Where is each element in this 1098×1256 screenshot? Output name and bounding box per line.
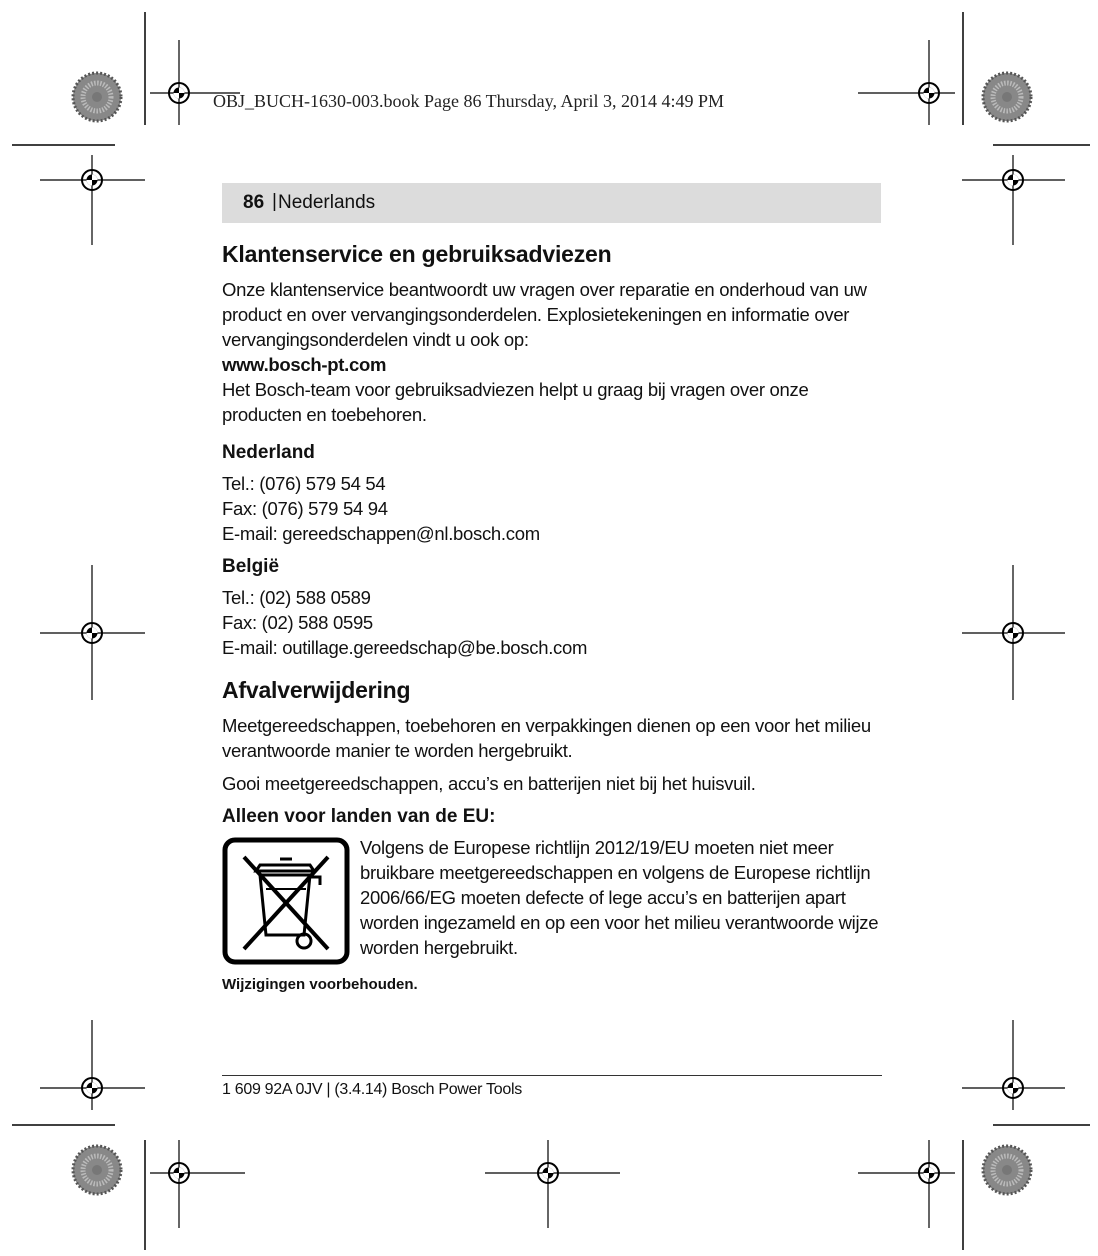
belgium-email[interactable]: E-mail: outillage.gereedschap@be.bosch.com: [222, 637, 588, 658]
footer-text: 1 609 92A 0JV | (3.4.14) Bosch Power Tools: [222, 1081, 522, 1098]
belgium-tel: Tel.: (02) 588 0589: [222, 587, 371, 608]
color-target-icon: [73, 73, 121, 121]
changes-reserved-note: Wijzigingen voorbehouden.: [222, 976, 418, 993]
color-target-icon: [983, 1146, 1031, 1194]
netherlands-tel: Tel.: (076) 579 54 54: [222, 473, 386, 494]
header-language: Nederlands: [278, 192, 376, 213]
website-link[interactable]: www.bosch-pt.com: [222, 354, 387, 375]
color-target-icon: [73, 1146, 121, 1194]
eu-heading: Alleen voor landen van de EU:: [222, 806, 496, 827]
header-separator: |: [272, 191, 277, 212]
crossed-out-wheelie-bin-icon: [222, 837, 350, 965]
netherlands-fax: Fax: (076) 579 54 94: [222, 498, 388, 519]
color-target-icon: [983, 73, 1031, 121]
page-header-bar: [222, 183, 881, 223]
advice-text: Het Bosch-team voor gebruiksadviezen helpt u graag bij vragen over onze producten en toebehoren.: [222, 379, 809, 425]
eu-disposal-text: Volgens de Europese richtlijn 2012/19/EU moeten niet meer bruikbare meetgereedschappen en volgens de Europese richtlijn 2006/66/EG moeten defecte of lege accu’s en batterijen apart worden ingezameld en op een voor het milieu verantwoorde wijze worden hergebruikt.: [360, 837, 879, 958]
disposal-warning: Gooi meetgereedschappen, accu’s en batterijen niet bij het huisvuil.: [222, 773, 756, 794]
section-title-customer-service: Klantenservice en gebruiksadviezen: [222, 241, 612, 267]
disposal-text: Meetgereedschappen, toebehoren en verpakkingen dienen op een voor het milieu verantwoorde manier te worden hergebruikt.: [222, 715, 871, 761]
page-number: 86: [243, 192, 265, 213]
country-heading-belgium: België: [222, 556, 280, 577]
weee-block: [222, 835, 882, 970]
print-header: OBJ_BUCH-1630-003.book Page 86 Thursday, April 3, 2014 4:49 PM: [213, 91, 725, 111]
netherlands-email[interactable]: E-mail: gereedschappen@nl.bosch.com: [222, 523, 540, 544]
belgium-fax: Fax: (02) 588 0595: [222, 612, 373, 633]
customer-service-text: Onze klantenservice beantwoordt uw vragen over reparatie en onderhoud van uw product en over vervangingsonderdelen. Explosietekeningen en informatie over vervangingsonderdelen vindt u ook op:: [222, 279, 867, 350]
footer-divider: [222, 1075, 882, 1076]
page-content: [222, 240, 882, 993]
section-title-disposal: Afvalverwijdering: [222, 677, 411, 703]
country-heading-netherlands: Nederland: [222, 442, 315, 463]
